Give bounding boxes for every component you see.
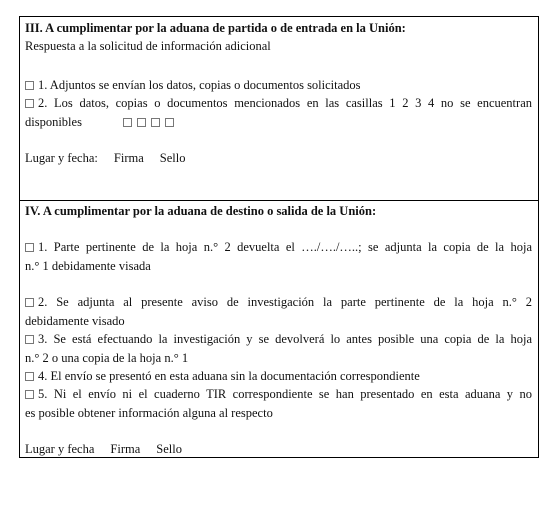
signature-label: Firma [113, 151, 144, 165]
section-4-item-2-cont: debidamente visado [25, 314, 125, 328]
section-4-item-1-cont: n.° 1 debidamente visada [25, 259, 151, 273]
section-4-title: IV. A cumplimentar por la aduana de destino o salida de la Unión: [25, 204, 377, 218]
checkbox-box-2[interactable] [137, 118, 146, 127]
section-4-item-1-label: 1. Parte pertinente de la hoja n.° 2 devuelta el …./…./…..; se adjunta la copia de la hoja [38, 240, 532, 254]
section-4-item-3-cont: n.° 2 o una copia de la hoja n.° 1 [25, 351, 189, 365]
section-4-item-4-label: 4. El envío se presentó en esta aduana sin la documentación correspondiente [38, 369, 420, 383]
section-3-item-2-label: 2. Los datos, copias o documentos mencionados en las casillas 1 2 3 4 no se encuentran [38, 96, 532, 110]
section-4-item-1 [25, 238, 532, 256]
section-3-item-1-label: 1. Adjuntos se envían los datos, copias o documentos solicitados [38, 78, 361, 92]
checkbox-box-1[interactable] [123, 118, 132, 127]
checkbox[interactable] [25, 390, 34, 399]
section-4-item-3 [25, 330, 532, 348]
section-3-item-2-cont [25, 113, 532, 131]
section-4 [20, 200, 538, 457]
checkbox[interactable] [25, 81, 34, 90]
section-3-item-2-label-cont: disponibles [25, 115, 82, 129]
checkbox-box-4[interactable] [165, 118, 174, 127]
section-3-item-2 [25, 94, 532, 112]
section-3 [20, 17, 538, 201]
section-4-signature-line [25, 440, 532, 458]
section-3-title: III. A cumplimentar por la aduana de partida o de entrada en la Unión: [25, 21, 406, 35]
section-4-item-2 [25, 293, 532, 311]
stamp-label: Sello [159, 151, 186, 165]
box-numbers-checkboxes [123, 113, 179, 131]
checkbox[interactable] [25, 243, 34, 252]
section-4-item-5-label: 5. Ni el envío ni el cuaderno TIR correspondiente se han presentado en esta aduana y no [38, 387, 532, 401]
section-3-item-1 [25, 76, 532, 94]
form-frame [19, 16, 539, 458]
section-4-item-3-label: 3. Se está efectuando la investigación y se devolverá lo antes posible una copia de la hoja [38, 332, 532, 346]
checkbox[interactable] [25, 298, 34, 307]
stamp-label: Sello [156, 442, 182, 456]
section-4-item-2-label: 2. Se adjunta al presente aviso de investigación la parte pertinente de la hoja n.° 2 [38, 295, 532, 309]
signature-label: Firma [110, 442, 141, 456]
checkbox-box-3[interactable] [151, 118, 160, 127]
section-3-subtitle: Respuesta a la solicitud de información adicional [25, 39, 271, 53]
checkbox[interactable] [25, 372, 34, 381]
place-date-label: Lugar y fecha [25, 442, 95, 456]
place-date-label: Lugar y fecha: [25, 151, 98, 165]
checkbox[interactable] [25, 335, 34, 344]
section-4-item-4 [25, 367, 532, 385]
section-4-item-5-cont: es posible obtener información alguna al respecto [25, 406, 273, 420]
section-4-item-5 [25, 385, 532, 403]
checkbox[interactable] [25, 99, 34, 108]
section-3-signature-line [25, 149, 532, 167]
